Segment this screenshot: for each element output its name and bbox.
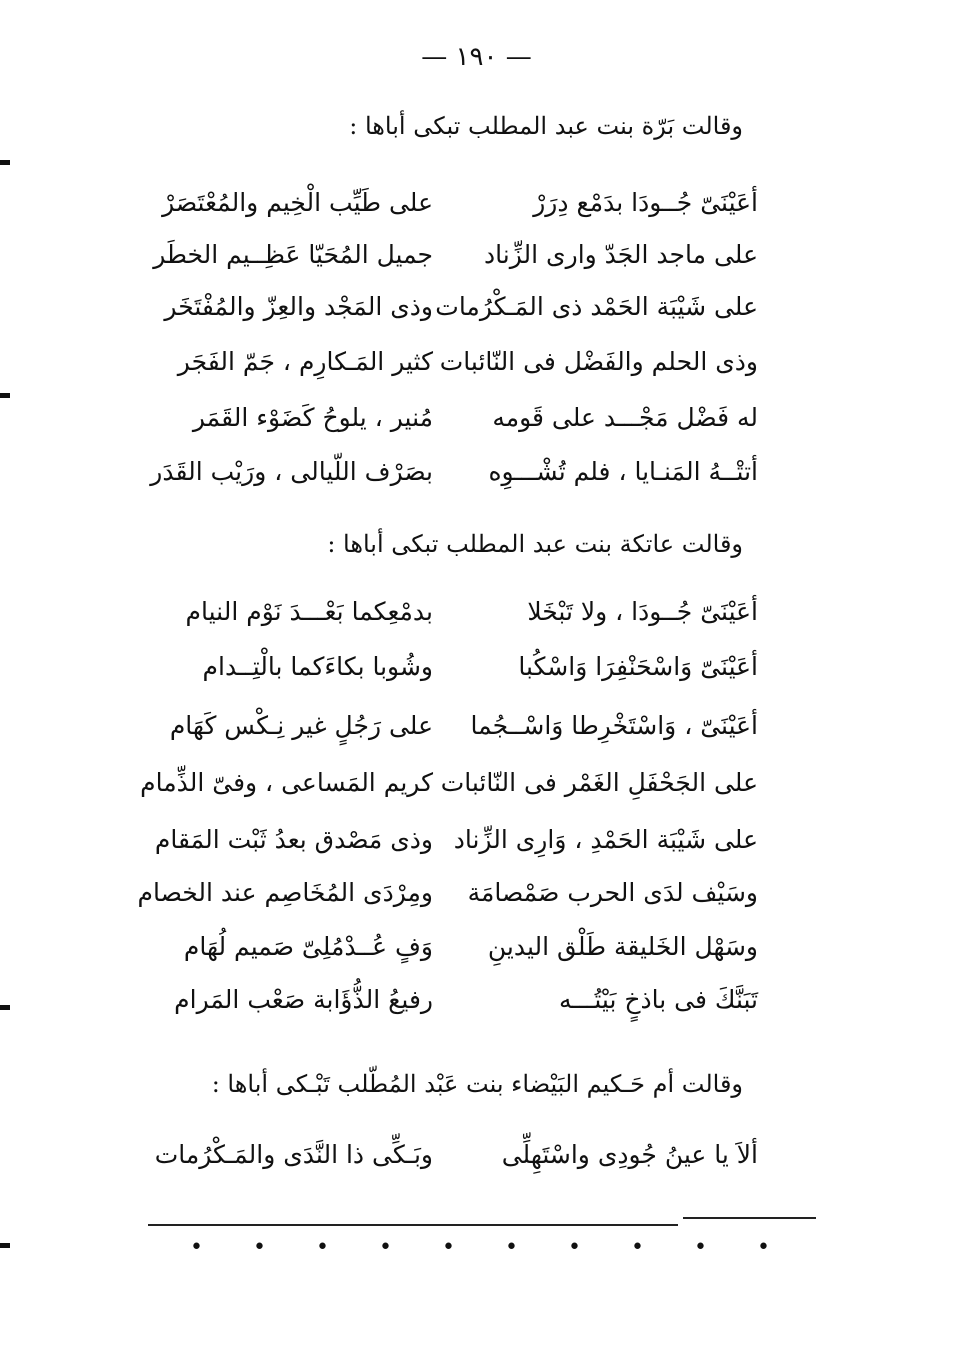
poem-intro: وقالت أم حَـكيم البَيْضاء بنت عَبْد المُطّلب تَبْـكى أباها : [211,1070,743,1098]
verse-second-hemistich: كثير المَـكارِم ، جَمّ الفَجَر [177,347,433,376]
footer-dot: • [253,1234,266,1260]
verse-line [158,403,758,443]
verse-second-hemistich: رفيعُ الذُّؤَابة صَعْب المَرام [174,985,433,1014]
verse-second-hemistich: كريم المَساعى ، وفىّ الذِّمام [140,768,433,797]
footer-dot: • [442,1234,455,1260]
verse-second-hemistich: جميل المُحَيّا عَظِــيم الخطَر [153,240,433,269]
verse-first-hemistich: على ماجد الجَدّ وارى الزِّناد [484,240,758,269]
verse-line [158,347,758,387]
footer-dot: • [379,1234,392,1260]
margin-mark [0,393,10,398]
footer-dot: • [190,1234,203,1260]
verse-line [158,597,758,637]
verse-line [158,188,758,228]
footer-dot: • [757,1234,770,1260]
verse-line [158,932,758,972]
verse-line [158,292,758,332]
verse-first-hemistich: أعَيْنَىّ وَاسْحَنْفِرَا وَاسْكُبا [518,652,758,681]
footer-dot: • [505,1234,518,1260]
verse-second-hemistich: وذى مَصْدق بعدُ ثَبْت المَقام [154,825,433,854]
margin-mark [0,1005,10,1010]
verse-second-hemistich: وَفٍ عُــدْمُلِىّ صَميم لُهَام [183,932,433,961]
footer-dot: • [316,1234,329,1260]
verse-first-hemistich: على شَيْبَة الحَمْدِ ، وَارِى الزِّناد [453,825,758,854]
verse-first-hemistich: وسَهْل الخَليقة طَلْق اليدينِ [487,932,758,961]
verse-first-hemistich: أعَيْنَىّ ، وَاسْتَخْرِطا وَاسْــجُما [470,711,758,740]
verse-line [154,825,758,865]
verse-second-hemistich: ومِرْدَى المُخَاصِم عند الخصام [137,878,433,907]
verse-first-hemistich: على شَيْبَة الحَمْد ذى المَـكْرُمات [435,292,758,321]
verse-line [150,457,758,497]
footer-dot: • [568,1234,581,1260]
verse-second-hemistich: بدمْعِكما بَعْـــدَ نَوْم النيام [185,597,433,626]
verse-second-hemistich: وشُوبا بكاءَكما بالْتِــدام [202,652,433,681]
margin-mark [0,1243,10,1248]
verse-first-hemistich: وذى الحلم والفَضْل فى النّائبات [439,347,758,376]
footer-rule-right [683,1217,816,1219]
margin-mark [0,160,10,165]
footer-dot: • [694,1234,707,1260]
footer-dot: • [631,1234,644,1260]
verse-first-hemistich: له فَضْل مَجْـــد على قَومه [492,403,758,432]
verse-second-hemistich: على رَجُلٍ غير نِـكْس كَهَام [169,711,433,740]
verse-first-hemistich: أعَيْنَىّ جُــودَا ، ولا تَبْخَلا [527,597,758,626]
verse-second-hemistich: على طَيِّب الْخِيم والمُعْتَصَرْ [162,188,433,217]
verse-first-hemistich: على الجَحْفَلِ الغَمْر فى النّائبات [440,768,758,797]
footer-dots [190,1232,770,1262]
verse-line [158,652,758,692]
verse-first-hemistich: تَبَنَّكَ فى باذخٍ بَيْتُـــه [558,985,758,1014]
verse-line [140,768,758,808]
footer-rule-left [148,1224,678,1226]
page-number: — ١٩٠ — [421,42,532,72]
verse-line [158,985,758,1025]
verse-first-hemistich: أعَيْنَىّ جُــودَا بدَمْع دِرَرْ [533,188,758,217]
verse-first-hemistich: أتتْــهُ المَنـايا ، فلم تُشْـــوِه [488,457,758,486]
verse-second-hemistich: وبَـكِّى ذا النَّدَى والمَـكْرُمات [154,1140,433,1169]
poem-intro: وقالت بَرّة بنت عبد المطلب تبكى أباها : [349,112,743,140]
verse-second-hemistich: مُنير ، يلوحُ كَضَوْء القَمَر [192,403,433,432]
verse-second-hemistich: بصَرْف اللّيالى ، ورَيْب القَدَر [150,457,433,486]
verse-line [137,878,758,918]
verse-first-hemistich: ألاَ يا عينُ جُودِى واسْتَهِلِّى [501,1140,758,1169]
poem-intro: وقالت عاتكة بنت عبد المطلب تبكى أباها : [327,530,743,558]
verse-line [153,240,758,280]
verse-first-hemistich: وسَيْف لدَى الحرب صَمْصامَة [467,878,758,907]
verse-line [158,711,758,751]
verse-second-hemistich: وذى المَجْد والعِزّ والمُفْتَخَر [164,292,433,321]
verse-line [154,1140,758,1180]
